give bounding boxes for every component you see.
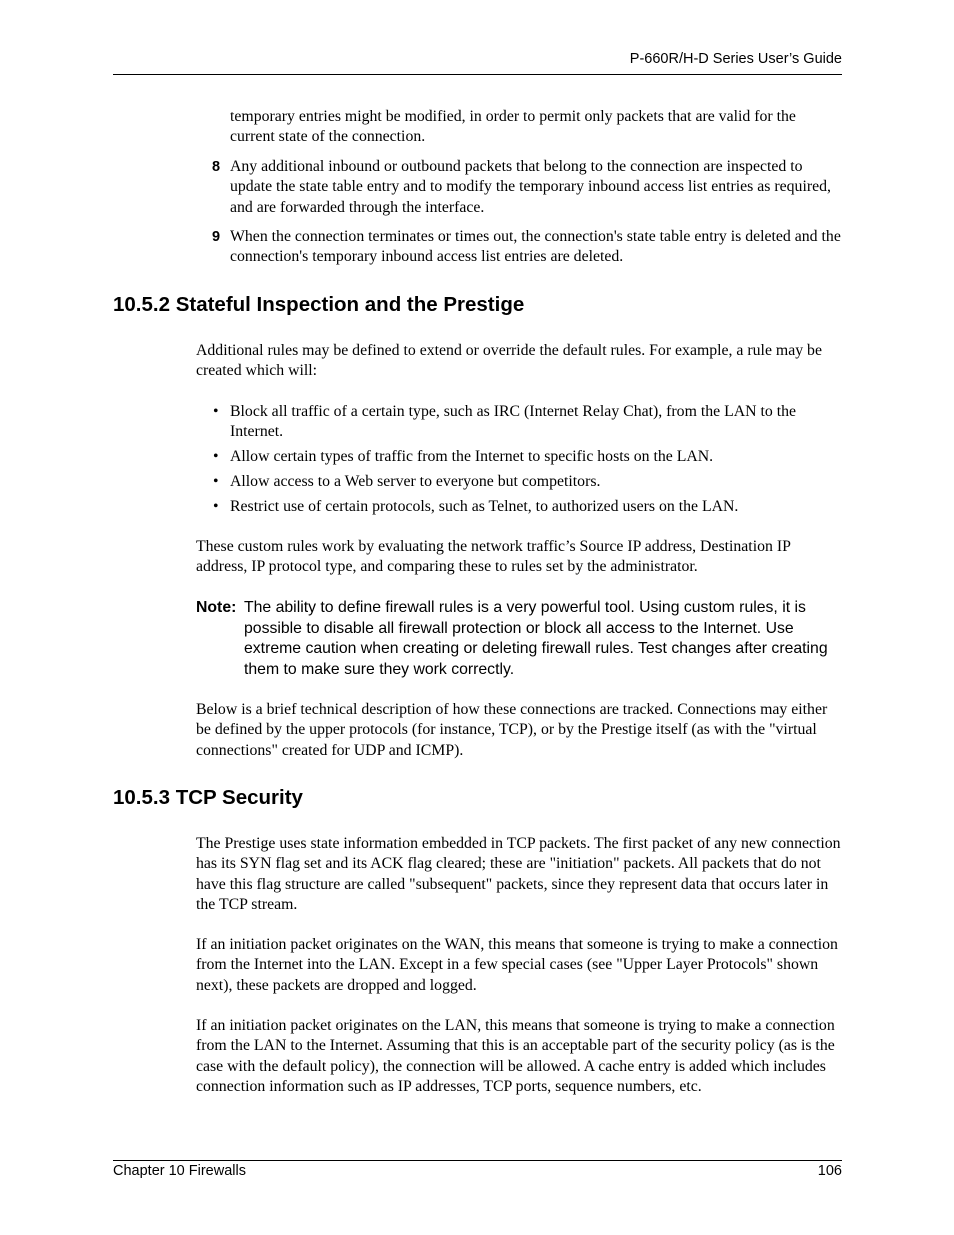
list-item: • Block all traffic of a certain type, such as IRC (Internet Relay Chat), from the LAN to the Internet. (212, 402, 842, 443)
step-number: 9 (212, 229, 221, 245)
list-item: • Allow certain types of traffic from the Internet to specific hosts on the LAN. (212, 447, 842, 467)
section-heading: 10.5.2 Stateful Inspection and the Prestige (113, 293, 525, 316)
section-heading: 10.5.3 TCP Security (113, 786, 303, 809)
footer-chapter: Chapter 10 Firewalls (113, 1163, 246, 1179)
list-item: • Allow access to a Web server to everyone but competitors. (212, 472, 842, 492)
body-paragraph: If an initiation packet originates on the WAN, this means that someone is trying to make a connection from the Internet into the LAN. Except in a few special cases (see "Upper Layer Protocols" shown next), these packets are dropped and logged. (196, 936, 838, 994)
step-text: Any additional inbound or outbound packets that belong to the connection are inspected to update the state table entry and to modify the temporary inbound access list entries as required, and are forwarded through the interface. (230, 158, 831, 216)
step-text: When the connection terminates or times out, the connection's state table entry is deleted and the connection's temporary inbound access list entries are deleted. (230, 228, 841, 266)
header-rule (113, 74, 842, 75)
body-paragraph: The Prestige uses state information embedded in TCP packets. The first packet of any new connection has its SYN flag set and its ACK flag cleared; these are "initiation" packets. All packets that do not have this flag structure are called "subsequent" packets, since they represent data that occurs later in the TCP stream. (196, 835, 841, 913)
footer-rule (113, 1160, 842, 1161)
list-item: • Restrict use of certain protocols, such as Telnet, to authorized users on the LAN. (212, 497, 842, 517)
note-label: Note: (196, 599, 237, 616)
body-paragraph: If an initiation packet originates on the LAN, this means that someone is trying to make a connection from the LAN to the Internet. Assuming that this is an acceptable part of the security policy (as is the case with the default policy), the connection will be allowed. A cache entry is added which includes connection information such as IP addresses, TCP ports, sequence numbers, etc. (196, 1017, 835, 1095)
step-number: 8 (212, 159, 221, 175)
continuation-paragraph: temporary entries might be modified, in order to permit only packets that are valid for the current state of the connection. (230, 108, 796, 146)
note-box (196, 598, 842, 680)
step-item (212, 227, 842, 268)
header-title: P-660R/H-D Series User’s Guide (629, 51, 842, 67)
tracking-paragraph: Below is a brief technical description of how these connections are tracked. Connections may either be defined by the upper protocols (for instance, TCP), or by the Prestige itself (as with the "virtual connections" created for UDP and ICMP). (196, 701, 828, 759)
step-item (212, 157, 842, 218)
footer-page-number: 106 (817, 1163, 842, 1179)
rule-examples-list (212, 402, 842, 521)
note-text: The ability to define firewall rules is a very powerful tool. Using custom rules, it is possible to disable all firewall protection or block all access to the Internet. Use extreme caution when creating or deleting firewall rules. Test changes after creating them to make sure they work correctly. (244, 599, 828, 678)
intro-paragraph: Additional rules may be defined to extend or override the default rules. For example, a rule may be created which will: (196, 342, 822, 380)
custom-rules-paragraph: These custom rules work by evaluating the network traffic’s Source IP address, Destination IP address, IP protocol type, and comparing these to rules set by the administrator. (196, 538, 791, 576)
